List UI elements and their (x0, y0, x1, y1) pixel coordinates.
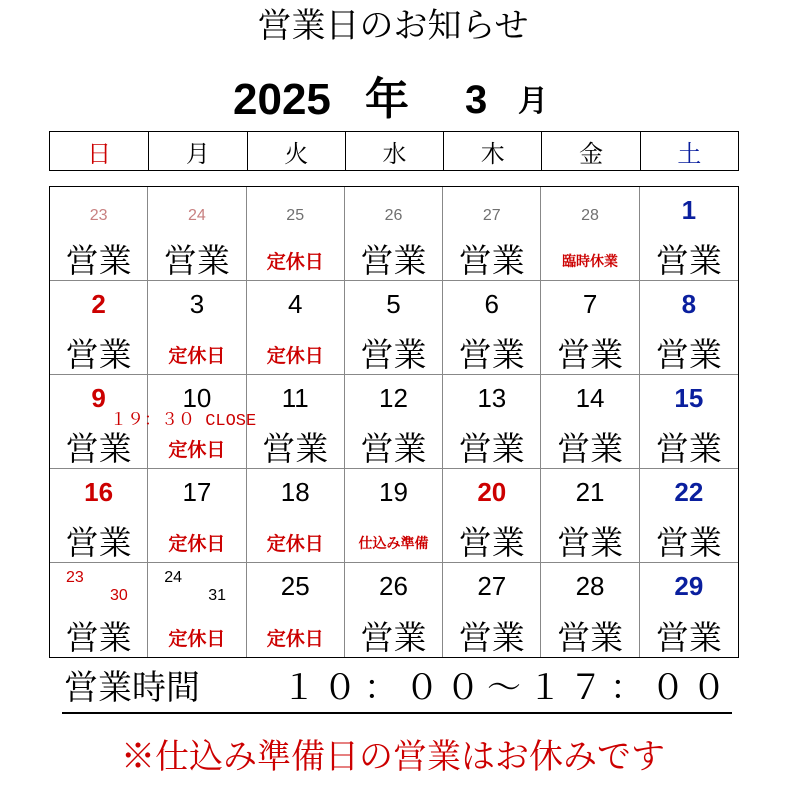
open-status: 営業 (360, 429, 427, 468)
day-number: 10 (182, 383, 212, 413)
day-number: 2 (91, 289, 106, 319)
closed-status: 定休日 (266, 345, 324, 367)
special-closing-note: １９：３０ CLOSE (110, 412, 257, 431)
closed-status: 定休日 (168, 628, 226, 650)
day-number: 28 (575, 571, 605, 601)
calendar-day (640, 469, 738, 563)
calendar-day (345, 563, 443, 657)
closed-status: 定休日 (266, 533, 324, 555)
open-status: 営業 (557, 523, 624, 562)
weekday-cell: 水 (345, 132, 443, 170)
open-status: 営業 (65, 523, 132, 562)
day-number: 18 (280, 477, 310, 507)
weekday-cell: 木 (443, 132, 541, 170)
open-status: 営業 (458, 335, 525, 374)
calendar-day (443, 563, 541, 657)
open-status: 営業 (360, 618, 427, 657)
weekday-cell: 土 (640, 132, 738, 170)
calendar-day (247, 187, 345, 281)
calendar-day (443, 469, 541, 563)
day-number: 15 (674, 383, 704, 413)
day-number: 11 (281, 383, 309, 413)
calendar-day (541, 469, 639, 563)
open-status: 営業 (65, 429, 132, 468)
open-status: 営業 (163, 241, 230, 280)
day-number: 3 (189, 289, 205, 319)
open-status: 営業 (655, 335, 722, 374)
calendar-day (345, 187, 443, 281)
calendar-day (345, 375, 443, 469)
open-status: 営業 (458, 241, 525, 280)
calendar-day (247, 563, 345, 657)
day-number: 24 (188, 207, 206, 224)
open-status: 営業 (65, 241, 132, 280)
day-number: 13 (477, 383, 507, 413)
closed-status: 臨時休業 (562, 254, 619, 270)
calendar-day (443, 375, 541, 469)
weekday-cell: 火 (247, 132, 345, 170)
day-number: 14 (575, 383, 605, 413)
day-number: 23 (89, 207, 108, 224)
open-status: 営業 (458, 429, 525, 468)
open-status: 営業 (655, 523, 722, 562)
open-status: 営業 (655, 429, 722, 468)
month-value: 3 (465, 78, 488, 122)
open-status: 営業 (557, 429, 624, 468)
day-number: 25 (280, 571, 310, 601)
calendar-day (640, 281, 738, 375)
calendar-day (541, 187, 639, 281)
day-number: 21 (575, 477, 605, 507)
calendar-day (541, 375, 639, 469)
day-number: 9 (91, 383, 106, 413)
day-number: 25 (286, 207, 305, 224)
open-status: 営業 (360, 335, 427, 374)
calendar-day (50, 469, 148, 563)
open-status: 営業 (655, 241, 722, 280)
month-label: 月 (518, 84, 548, 119)
year-label: 年 (365, 74, 409, 125)
calendar-day (148, 563, 246, 657)
calendar-day (443, 281, 541, 375)
calendar-day (640, 563, 738, 657)
calendar-day (148, 281, 246, 375)
calendar-day (345, 281, 443, 375)
weekday-cell: 金 (541, 132, 639, 170)
calendar-day (148, 187, 246, 281)
open-status: 営業 (557, 335, 624, 374)
day-number: 22 (674, 477, 704, 507)
open-status: 営業 (360, 241, 427, 280)
day-number: 5 (386, 289, 401, 319)
closed-status: 定休日 (168, 439, 226, 461)
day-number: 26 (379, 571, 408, 601)
weekday-cell: 日 (87, 139, 112, 168)
day-number: 27 (482, 207, 501, 224)
day-number-secondary: 30 (110, 587, 128, 604)
calendar-day (247, 469, 345, 563)
calendar-day (443, 187, 541, 281)
closed-status: 仕込み準備 (358, 536, 429, 552)
day-number: 28 (581, 207, 599, 224)
open-status: 営業 (458, 523, 525, 562)
weekday-header (49, 131, 739, 171)
calendar-day (247, 281, 345, 375)
hours-label: 営業時間 (64, 668, 200, 708)
open-status: 営業 (65, 618, 132, 657)
day-number: 4 (287, 289, 303, 319)
year-value: 2025 (233, 75, 331, 124)
day-number: 27 (477, 571, 507, 601)
footnote: ※仕込み準備日の営業はお休みです (121, 737, 665, 777)
closed-status: 定休日 (266, 251, 324, 273)
calendar-day (640, 375, 738, 469)
calendar-day (345, 469, 443, 563)
day-number: 19 (379, 477, 408, 507)
day-number: 1 (681, 195, 697, 225)
open-status: 営業 (557, 618, 624, 657)
open-status: 営業 (262, 429, 329, 468)
day-number: 20 (477, 477, 507, 507)
day-number: 29 (674, 571, 704, 601)
calendar-day (541, 563, 639, 657)
day-number: 16 (84, 477, 114, 507)
day-number: 26 (384, 207, 403, 224)
notice-title: 営業日のお知らせ (257, 6, 529, 46)
closed-status: 定休日 (168, 345, 226, 367)
day-number-secondary: 31 (208, 587, 227, 604)
day-number: 23 (66, 569, 84, 586)
day-number: 12 (379, 383, 408, 413)
day-number: 17 (182, 477, 212, 507)
day-number: 7 (582, 289, 598, 319)
open-status: 営業 (65, 335, 132, 374)
calendar-day (541, 281, 639, 375)
calendar-day (640, 187, 738, 281)
weekday-cell: 月 (148, 132, 246, 170)
open-status: 営業 (655, 618, 722, 657)
open-status: 営業 (458, 618, 525, 657)
calendar-day (50, 187, 148, 281)
business-hours (62, 666, 732, 714)
day-number: 8 (681, 289, 697, 319)
calendar-day (148, 469, 246, 563)
calendar-day (50, 563, 148, 657)
calendar-day (50, 281, 148, 375)
hours-value: １０：００～１７：００ (282, 668, 733, 708)
day-number: 6 (484, 289, 500, 319)
closed-status: 定休日 (266, 628, 324, 650)
day-number: 24 (164, 569, 183, 586)
closed-status: 定休日 (168, 533, 226, 555)
